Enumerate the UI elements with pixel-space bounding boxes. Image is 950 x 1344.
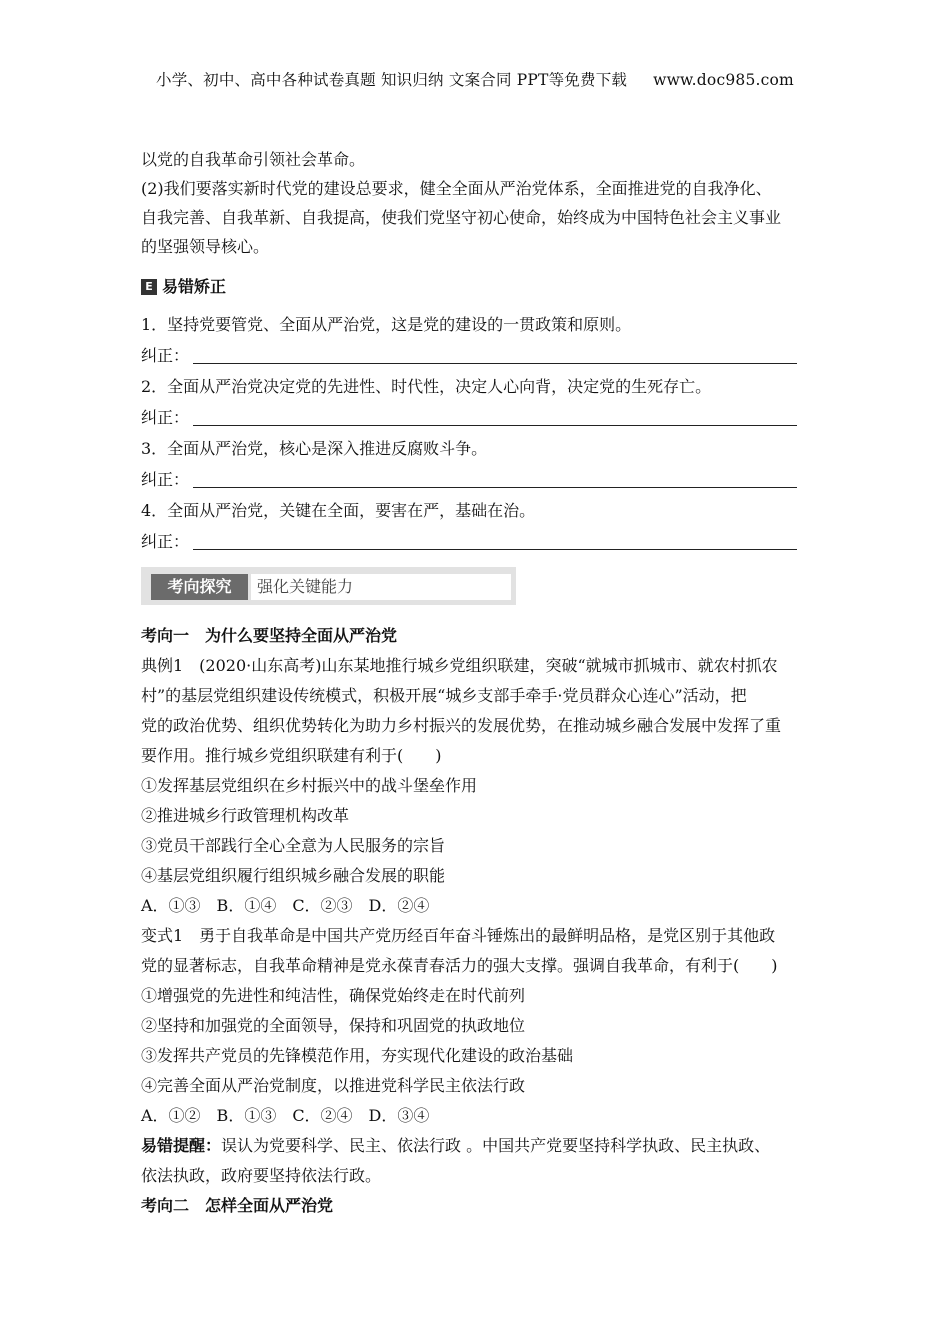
correction-label: 纠正： xyxy=(141,408,190,427)
correction-row xyxy=(141,526,813,557)
banner-subtitle-text: 强化关键能力 xyxy=(257,577,354,596)
corrections-list xyxy=(141,309,813,557)
intro-paragraph xyxy=(141,145,813,261)
correction-blank[interactable] xyxy=(193,549,797,550)
exam-content xyxy=(141,621,813,1221)
option-item: ③党员干部践行全心全意为人民服务的宗旨 xyxy=(141,836,446,855)
option-item: ④完善全面从严治党制度，以推进党科学民主依法行政 xyxy=(141,1076,526,1095)
correction-label: 纠正： xyxy=(141,532,190,551)
reminder-text: 误认为党要科学、民主、依法行政 。中国共产党要坚持科学执政、民主执政、 xyxy=(221,1136,771,1155)
correction-statement: 4．全面从严治党，关键在全面，要害在严，基础在治。 xyxy=(141,501,536,520)
e-box-icon: E xyxy=(141,279,157,295)
header-site: www.doc985.com xyxy=(653,71,794,89)
reminder-line xyxy=(141,1131,813,1161)
page-header xyxy=(0,68,950,90)
correction-statement: 1．坚持党要管党、全面从严治党，这是党的建设的一贯政策和原则。 xyxy=(141,315,632,334)
header-text: 小学、初中、高中各种试卷真题 知识归纳 文案合同 PPT等免费下载 xyxy=(156,71,628,89)
correction-statement: 2．全面从严治党决定党的先进性、时代性，决定人心向背，决定党的生死存亡。 xyxy=(141,377,712,396)
topic-heading: 考向一 为什么要坚持全面从严治党 xyxy=(141,626,398,645)
intro-line: 以党的自我革命引领社会革命。 xyxy=(141,150,366,169)
reminder-label: 易错提醒： xyxy=(141,1136,222,1155)
section-title xyxy=(141,275,226,299)
correction-row xyxy=(141,340,813,371)
correction-blank[interactable] xyxy=(193,363,797,364)
correction-statement: 3．全面从严治党，核心是深入推进反腐败斗争。 xyxy=(141,439,488,458)
option-item: ④基层党组织履行组织城乡融合发展的职能 xyxy=(141,866,446,885)
answer-choices: A．①③ B．①④ C．②③ D．②④ xyxy=(141,896,430,915)
reminder-line: 依法执政，政府要坚持依法行政。 xyxy=(141,1166,382,1185)
option-item: ②推进城乡行政管理机构改革 xyxy=(141,806,350,825)
correction-blank[interactable] xyxy=(193,425,797,426)
banner-label: 考向探究 xyxy=(151,574,248,600)
section-banner xyxy=(141,567,516,605)
variant-line: 变式1 勇于自我革命是中国共产党历经百年奋斗锤炼出的最鲜明品格，是党区别于其他政 xyxy=(141,926,776,945)
intro-line: 自我完善、自我革新、自我提高，使我们党坚守初心使命，始终成为中国特色社会主义事业 xyxy=(141,208,782,227)
intro-line: 的坚强领导核心。 xyxy=(141,237,270,256)
example-line: 党的政治优势、组织优势转化为助力乡村振兴的发展优势，在推动城乡融合发展中发挥了重 xyxy=(141,716,782,735)
example-line: 村”的基层党组织建设传统模式，积极开展“城乡支部手牵手·党员群众心连心”活动，把 xyxy=(141,686,747,705)
correction-label: 纠正： xyxy=(141,346,190,365)
intro-line: (2)我们要落实新时代党的建设总要求，健全全面从严治党体系，全面推进党的自我净化、 xyxy=(141,179,772,198)
correction-row xyxy=(141,464,813,495)
option-item: ②坚持和加强党的全面领导，保持和巩固党的执政地位 xyxy=(141,1016,526,1035)
example-line: 典例1 (2020·山东高考)山东某地推行城乡党组织联建，突破“就城市抓城市、就农村抓农 xyxy=(141,656,778,675)
option-item: ①增强党的先进性和纯洁性，确保党始终走在时代前列 xyxy=(141,986,526,1005)
correction-blank[interactable] xyxy=(193,487,797,488)
variant-line: 党的显著标志，自我革命精神是党永葆青春活力的强大支撑。强调自我革命，有利于( ) xyxy=(141,956,778,975)
section-title-text: 易错矫正 xyxy=(162,277,227,296)
answer-choices: A．①② B．①③ C．②④ D．③④ xyxy=(141,1106,430,1125)
topic-heading: 考向二 怎样全面从严治党 xyxy=(141,1196,334,1215)
correction-row xyxy=(141,402,813,433)
option-item: ③发挥共产党员的先锋模范作用，夯实现代化建设的政治基础 xyxy=(141,1046,574,1065)
example-line: 要作用。推行城乡党组织联建有利于( ) xyxy=(141,746,442,765)
correction-label: 纠正： xyxy=(141,470,190,489)
banner-subtitle xyxy=(251,574,511,600)
option-item: ①发挥基层党组织在乡村振兴中的战斗堡垒作用 xyxy=(141,776,478,795)
